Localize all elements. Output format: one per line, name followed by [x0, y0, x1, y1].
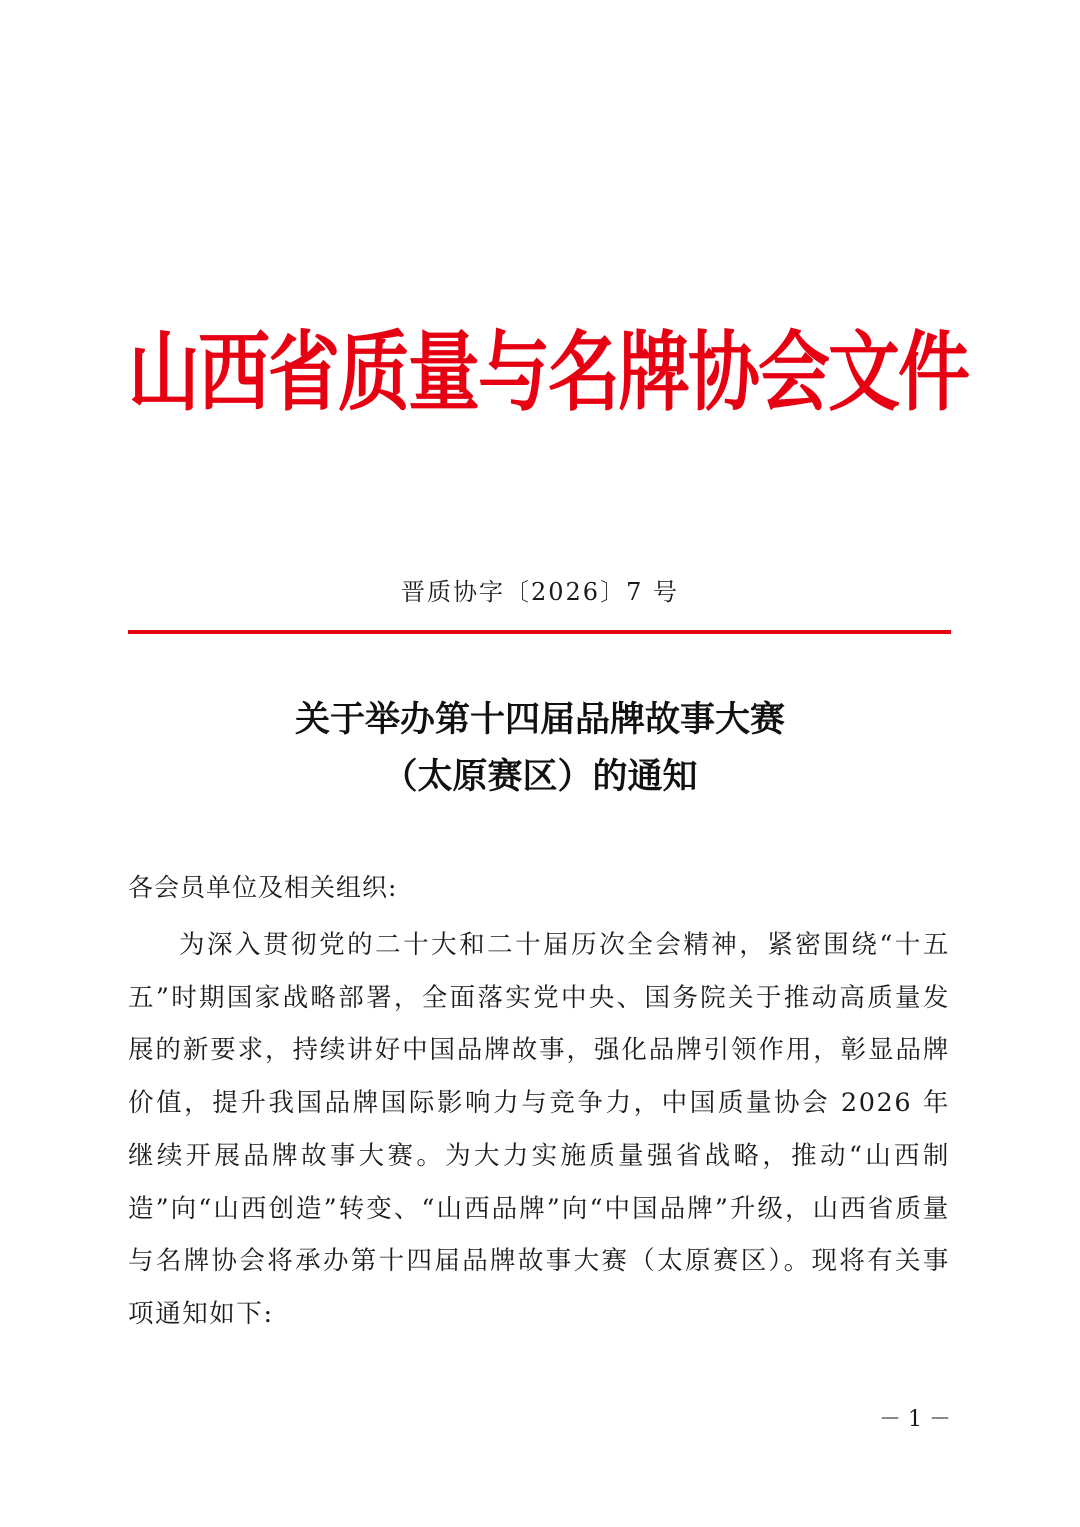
letterhead-title: 山西省质量与名牌协会文件 [128, 320, 969, 423]
document-number: 晋质协字〔2026〕7 号 [401, 578, 679, 606]
salutation: 各会员单位及相关组织: [128, 873, 398, 902]
body-paragraph: 为深入贯彻党的二十大和二十届历次全会精神，紧密围绕“十五五”时期国家战略部署，全面落实党中央、国务院关于推动高质量发展的新要求，持续讲好中国品牌故事，强化品牌引领作用，彰显品牌价值，提升我国品牌国际影响力与竞争力，中国质量协会 2026 年继续开展品牌故事大赛。为大力实施质量强省战略，推动“山西制造”向“山西创造”转变、“山西品牌”向“中国品牌”升级，山西省质量与名牌协会将承办第十四届品牌故事大赛（太原赛区）。现将有关事项通知如下: [128, 930, 950, 1329]
red-divider-line [128, 630, 951, 634]
page-number: － 1 － [879, 1407, 951, 1432]
notice-title-line-2: （太原赛区）的通知 [382, 756, 698, 797]
notice-title-line-1: 关于举办第十四届品牌故事大赛 [294, 699, 785, 740]
